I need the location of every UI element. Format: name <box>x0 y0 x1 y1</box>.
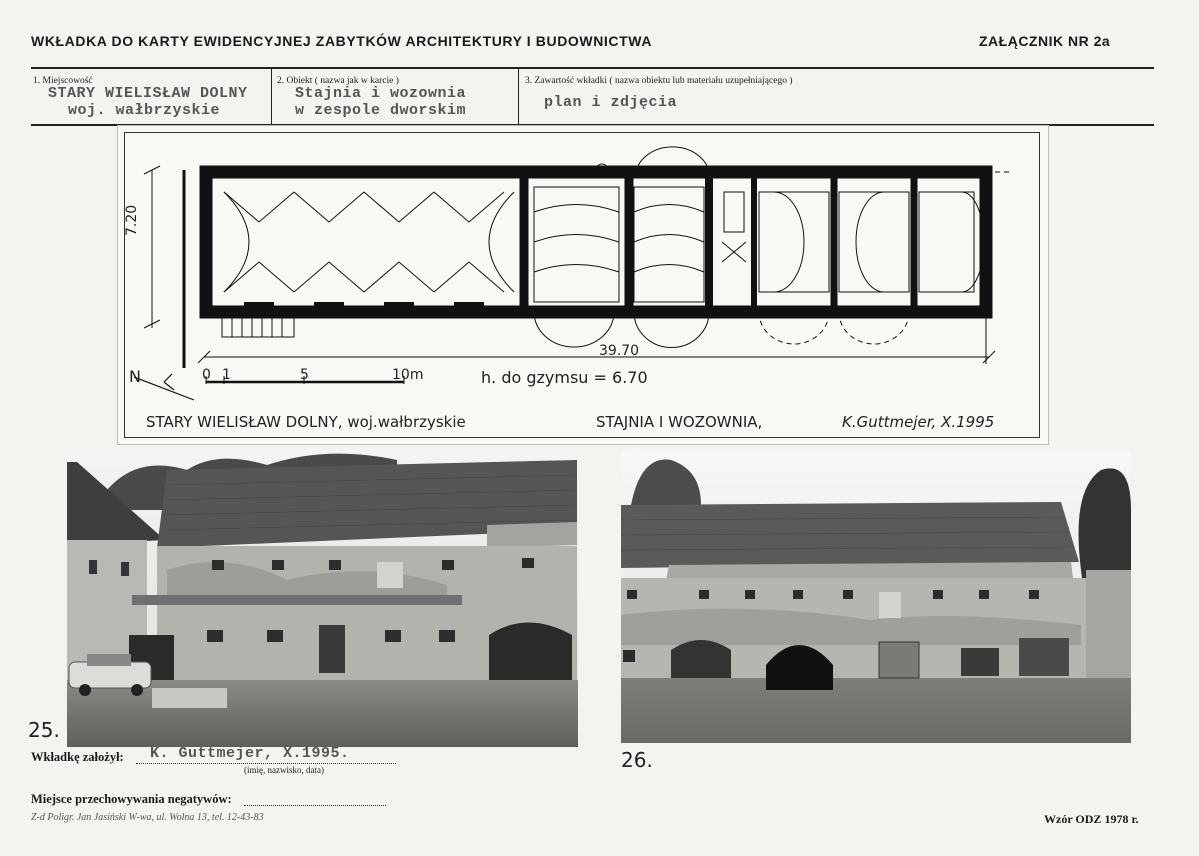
locality-label: 1. Miejscowość <box>33 76 93 86</box>
plan-caption-author: K.Guttmejer, X.1995 <box>842 413 995 431</box>
content-value: plan i zdjęcia <box>544 94 678 111</box>
height-dimension: 7.20 <box>124 204 140 236</box>
content-label: 3. Zawartość wkładki ( nazwa obiektu lub materiału uzupełniającego ) <box>525 76 793 86</box>
photo-26-number: 26. <box>621 748 653 772</box>
locality-value: STARY WIELISŁAW DOLNY <box>48 85 248 102</box>
founder-value: K. Guttmejer, X.1995. <box>150 745 350 762</box>
annex-number: ZAŁĄCZNIK NR 2a <box>979 33 1111 49</box>
form-number: Wzór ODZ 1978 r. <box>1044 812 1139 826</box>
negatives-label: Miejsce przechowywania negatywów: <box>31 792 232 806</box>
printer-imprint: Z-d Poligr. Jan Jasiński W-wa, ul. Wolna 13, tel. 12-43-83 <box>31 812 264 823</box>
object-value-2: w zespole dworskim <box>295 102 467 119</box>
plan-caption-object: STAJNIA I WOZOWNIA, <box>596 413 763 431</box>
photo-25-number: 25. <box>28 718 60 742</box>
founder-label: Wkładkę założył: <box>31 750 124 764</box>
length-dimension: 39.70 <box>599 343 640 359</box>
floor-plan-drawing <box>124 132 1038 436</box>
scale-label-10: 10m <box>392 367 424 383</box>
province-value: woj. wałbrzyskie <box>68 102 221 119</box>
field-divider-1 <box>271 68 272 124</box>
founder-hint: (imię, nazwisko, data) <box>244 765 324 775</box>
scale-label-1: 1 <box>222 367 231 383</box>
scale-label-0: 0 <box>202 367 211 383</box>
photo-25 <box>67 450 578 747</box>
sheet-title: WKŁADKA DO KARTY EWIDENCYJNEJ ZABYTKÓW ARCHITEKTURY I BUDOWNICTWA <box>31 33 653 49</box>
object-value: Stajnia i wozownia <box>295 85 467 102</box>
plan-caption-place: STARY WIELISŁAW DOLNY, woj.wałbrzyskie <box>146 413 466 431</box>
scale-label-5: 5 <box>300 367 309 383</box>
negatives-line <box>244 804 386 806</box>
object-label: 2. Obiekt ( nazwa jak w karcie ) <box>277 76 399 86</box>
cornice-height: h. do gzymsu = 6.70 <box>481 368 648 387</box>
photo-26 <box>621 450 1131 743</box>
field-divider-2 <box>518 68 519 124</box>
founder-line <box>136 762 396 764</box>
north-label: N <box>129 367 141 386</box>
top-rule <box>31 67 1154 69</box>
